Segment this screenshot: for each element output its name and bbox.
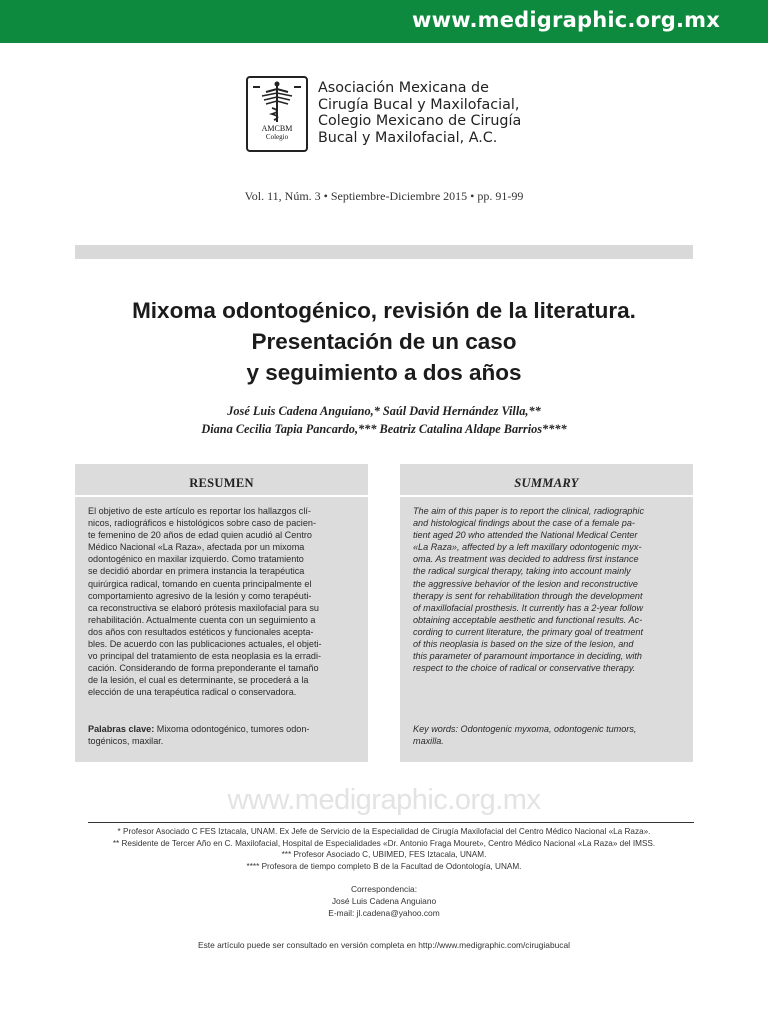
logo-sublabel: Colegio [265,133,289,141]
logo-label: AMCBM [261,124,293,133]
resumen-line: dos años con resultados estéticos y funcionales acepta- [88,626,314,637]
resumen-text [88,505,356,699]
resumen-line: comportamiento agresivo de la lesión y como terapéuti- [88,590,312,601]
footnote-line: * Profesor Asociado C FES Iztacala, UNAM. Ex Jefe de Servicio de la Especialidad de Cirugía Maxilofacial del Centro Médico Nacional «La Raza». [117,827,651,836]
correspondence-name: José Luis Cadena Anguiano [331,896,437,906]
volume-info: Vol. 11, Núm. 3 • Septiembre-Diciembre 2015 • pp. 91-99 [244,189,524,203]
resumen-line: ca reconstructiva se elaboró prótesis maxilofacial para su [88,602,319,613]
title-line: y seguimiento a dos años [246,360,522,385]
association-line: Asociación Mexicana de [318,80,489,96]
resumen-line: Médico Nacional «La Raza», afectada por un mixoma [88,542,305,553]
resumen-line: vo principal del tratamiento de esta neoplasia es la erradi- [88,651,322,662]
resumen-line: de la lesión, el cual es determinante, se procederá a la [88,675,309,686]
summary-line: respect to the choice of radical or conservative therapy. [413,663,636,674]
title-line: Presentación de un caso [251,329,517,354]
resumen-heading: RESUMEN [189,476,254,490]
resumen-keywords [88,723,356,747]
summary-line: the radical surgical therapy, taking into account mainly [413,566,631,577]
summary-line: therapy is sent for rehabilitation through the development [413,590,643,601]
footnote-rule [88,822,694,823]
footnote-line: *** Profesor Asociado C, UBIMED, FES Iztacala, UNAM. [281,850,487,859]
keywords-text: togénicos, maxilar. [88,736,164,747]
author-line: José Luis Cadena Anguiano,* Saúl David Hernández Villa,** [227,404,541,418]
association-line: Bucal y Maxilofacial, A.C. [318,129,498,146]
keywords-text: Mixoma odontogénico, tumores odon- [154,724,310,734]
summary-keywords [413,723,681,747]
summary-line: of this neoplasia is based on the size of the lesion, and [413,639,634,650]
summary-line: «La Raza», affected by a left maxillary odontogenic myx- [413,542,642,553]
keywords-text: Key words: Odontogenic myxoma, odontogenic tumors, [413,724,637,734]
header-url[interactable]: www.medigraphic.org.mx [412,8,720,32]
resumen-box [75,464,368,762]
title-line: Mixoma odontogénico, revisión de la literatura. [132,298,636,323]
resumen-line: rehabilitación. Actualmente cuenta con un seguimiento a [88,614,316,625]
resumen-line: te femenino de 20 años de edad quien acudió al Centro [88,530,312,541]
keywords-text: maxilla. [413,736,444,747]
resumen-line: cación. Considerando de forma preponderante el tamaño [88,663,319,674]
resumen-line: bles. De acuerdo con las publicaciones actuales, el objeti- [88,639,322,650]
author-line: Diana Cecilia Tapia Pancardo,*** Beatriz Catalina Aldape Barrios**** [201,422,567,436]
availability-note: Este artículo puede ser consultado en versión completa en http://www.medigraphic.com/cirugiabucal [198,940,570,950]
article-title [0,295,768,388]
summary-line: The aim of this paper is to report the clinical, radiographic [413,506,644,516]
resumen-line: El objetivo de este artículo es reportar los hallazgos clí- [88,506,311,516]
resumen-line: quirúrgica radical, tomando en cuenta principalmente el [88,578,312,589]
summary-line: and histological findings about the case of a female pa- [413,518,635,529]
summary-line: the aggressive behavior of the lesion and reconstructive [413,578,638,589]
summary-heading: SUMMARY [514,476,579,490]
summary-line: cording to current literature, the primary goal of treatment [413,626,643,637]
summary-divider [400,495,693,497]
summary-line: of maxillofacial prosthesis. It currently has a 2-year follow [413,602,643,613]
author-list [0,402,768,438]
summary-line: oma. As treatment was decided to address first instance [413,554,639,565]
correspondence-label: Correspondencia: [350,884,418,894]
summary-line: this parameter of paramount importance in deciding, with [413,651,642,662]
affiliation-footnotes [0,826,768,872]
resumen-line: se decidió abordar en primera instancia la terapéutica [88,566,305,577]
keywords-label: Palabras clave: [88,724,155,734]
resumen-divider [75,495,368,497]
resumen-line: elección de una terapéutica radical o conservadora. [88,687,297,698]
footnote-line: ** Residente de Tercer Año en C. Maxilofacial, Hospital de Especialidades «Dr. Antonio Fraga Mouret», Centro Médico Nacional «La Raza» del IMSS. [112,838,656,848]
footnote-line: **** Profesora de tiempo completo B de la Facultad de Odontología, UNAM. [246,861,522,871]
header-divider-band [75,245,693,259]
amcbm-logo [246,76,308,152]
resumen-line: odontogénico en maxilar izquierdo. Como tratamiento [88,554,304,565]
correspondence-block [0,883,768,919]
summary-box [400,464,693,762]
watermark: www.medigraphic.org.mx [227,784,541,816]
summary-line: obtaining acceptable aesthetic and functional results. Ac- [413,614,643,625]
association-line: Colegio Mexicano de Cirugía [318,113,522,129]
association-name [318,80,578,146]
header-bar [0,0,768,43]
resumen-line: nicos, radiográficos e histológicos sobre caso de pacien- [88,518,316,529]
summary-line: tient aged 20 who attended the National Medical Center [413,530,638,541]
caduceus-icon [248,78,306,124]
correspondence-email[interactable]: E-mail: jl.cadena@yahoo.com [328,908,440,918]
summary-text [413,505,681,674]
association-line: Cirugía Bucal y Maxilofacial, [318,96,520,113]
